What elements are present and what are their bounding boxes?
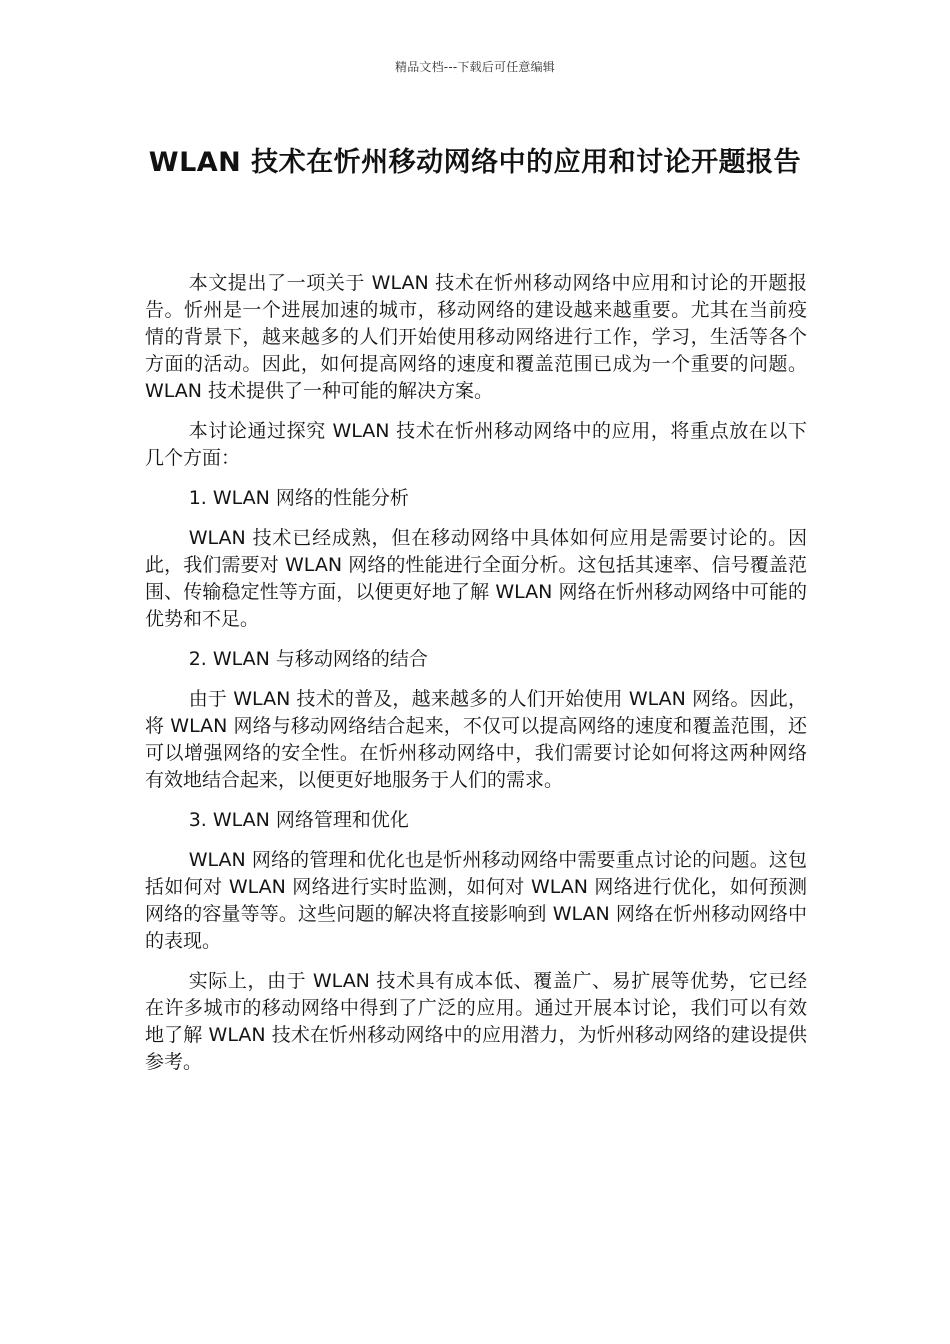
section-3-paragraph: WLAN 网络的管理和优化也是忻州移动网络中需要重点讨论的问题。这包括如何对 WLAN 网络进行实时监测，如何对 WLAN 网络进行优化，如何预测网络的容量等等。这些问题的解决将直接影响到 WLAN 网络在忻州移动网络中的表现。 — [145, 849, 807, 952]
header-note: 精品文档---下载后可任意编辑 — [395, 60, 555, 74]
section-3-heading: 3. WLAN 网络管理和优化 — [188, 809, 409, 831]
section-2-heading: 2. WLAN 与移动网络的结合 — [188, 648, 428, 670]
conclusion-paragraph: 实际上，由于 WLAN 技术具有成本低、覆盖广、易扩展等优势，它已经在许多城市的移动网络中得到了广泛的应用。通过开展本讨论，我们可以有效地了解 WLAN 技术在忻州移动网络中的应用潜力，为忻州移动网络的建设提供参考。 — [145, 970, 807, 1073]
document-body — [145, 270, 807, 1089]
section-2-paragraph: 由于 WLAN 技术的普及，越来越多的人们开始使用 WLAN 网络。因此，将 WLAN 网络与移动网络结合起来，不仅可以提高网络的速度和覆盖范围，还可以增强网络的安全性。在忻州移动网络中，我们需要讨论如何将这两种网络有效地结合起来，以便更好地服务于人们的需求。 — [145, 688, 807, 791]
focus-paragraph: 本讨论通过探究 WLAN 技术在忻州移动网络中的应用，将重点放在以下几个方面： — [145, 420, 807, 469]
document-title: WLAN 技术在忻州移动网络中的应用和讨论开题报告 — [148, 147, 802, 178]
section-1-paragraph: WLAN 技术已经成熟，但在移动网络中具体如何应用是需要讨论的。因此，我们需要对 WLAN 网络的性能进行全面分析。这包括其速率、信号覆盖范围、传输稳定性等方面，以便更好地了解 WLAN 网络在忻州移动网络中可能的优势和不足。 — [145, 527, 807, 630]
intro-paragraph: 本文提出了一项关于 WLAN 技术在忻州移动网络中应用和讨论的开题报告。忻州是一个进展加速的城市，移动网络的建设越来越重要。尤其在当前疫情的背景下，越来越多的人们开始使用移动网络进行工作，学习，生活等各个方面的活动。因此，如何提高网络的速度和覆盖范围已成为一个重要的问题。WLAN 技术提供了一种可能的解决方案。 — [145, 272, 807, 402]
section-1-heading: 1. WLAN 网络的性能分析 — [188, 487, 409, 509]
